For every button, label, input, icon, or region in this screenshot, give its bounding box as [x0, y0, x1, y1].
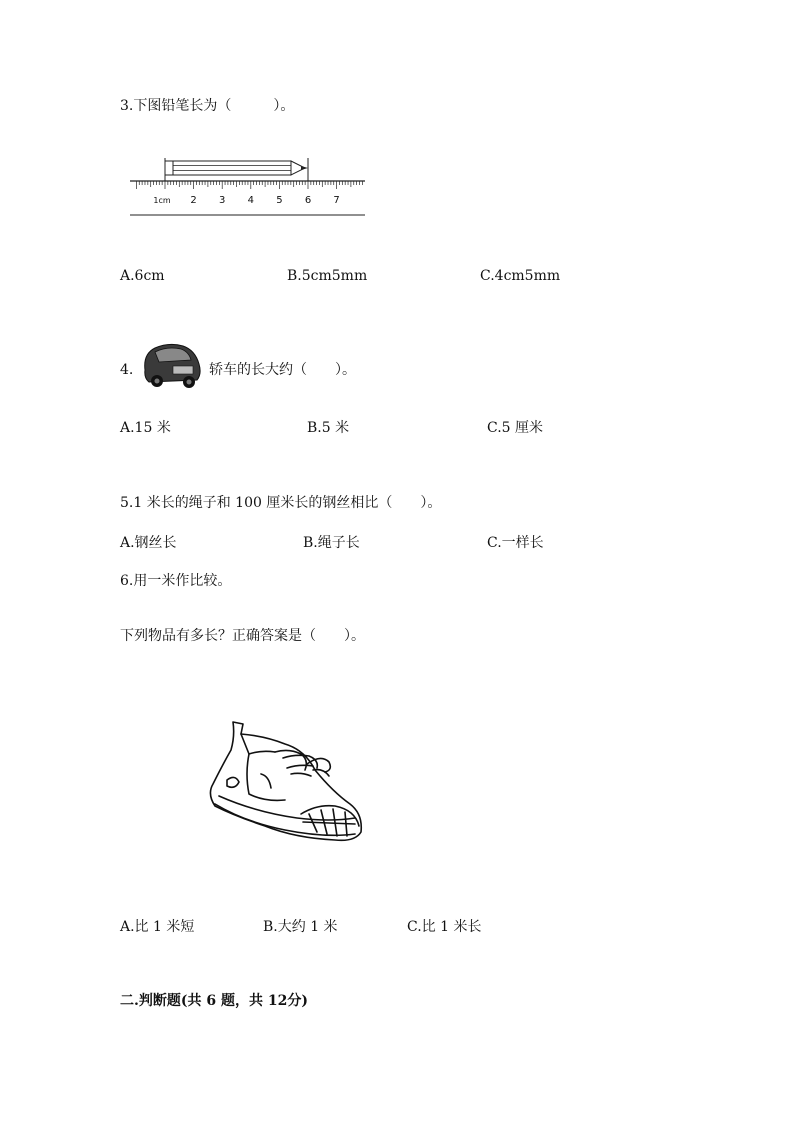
q4-number: 4.	[120, 362, 134, 378]
q3-option-b: B.5cm5mm	[287, 268, 368, 284]
q3-text: 3.下图铅笔长为（ ）。	[120, 98, 295, 114]
q6-option-a: A.比 1 米短	[120, 919, 195, 935]
q5-option-a: A.钢丝长	[120, 535, 177, 551]
ruler-label: 3	[219, 195, 226, 206]
ruler-label: 5	[276, 195, 283, 206]
shoe-icon	[205, 714, 370, 849]
q6-text: 6.用一米作比较。	[120, 573, 232, 589]
ruler-labels	[153, 195, 339, 206]
ruler-label: 6	[304, 195, 312, 206]
section-2-heading: 二.判断题(共 6 题，共 12分)	[120, 993, 308, 1009]
q4-text: 轿车的长大约（ ）。	[209, 362, 356, 378]
ruler-label: 4	[247, 195, 254, 206]
q5-text: 5.1 米长的绳子和 100 厘米长的钢丝相比（ ）。	[120, 495, 442, 511]
q5-option-b: B.绳子长	[303, 535, 360, 551]
pencil-icon	[165, 161, 308, 175]
ruler-label: 7	[333, 195, 340, 206]
q6-option-c: C.比 1 米长	[407, 919, 482, 935]
q6-option-b: B.大约 1 米	[263, 919, 338, 935]
q3-option-a: A.6cm	[120, 268, 165, 284]
q4-option-b: B.5 米	[307, 420, 350, 436]
ruler-label: 1cm	[153, 196, 171, 205]
q6-subtext: 下列物品有多长？正确答案是（ ）。	[120, 628, 365, 644]
car-icon	[139, 340, 205, 390]
q4-option-c: C.5 厘米	[487, 420, 544, 436]
ruler-label: 2	[190, 195, 197, 206]
ruler-ticks	[136, 181, 362, 189]
q5-option-c: C.一样长	[487, 535, 544, 551]
pencil-ruler-figure	[125, 155, 385, 225]
q3-option-c: C.4cm5mm	[480, 268, 561, 284]
q4-option-a: A.15 米	[120, 420, 171, 436]
